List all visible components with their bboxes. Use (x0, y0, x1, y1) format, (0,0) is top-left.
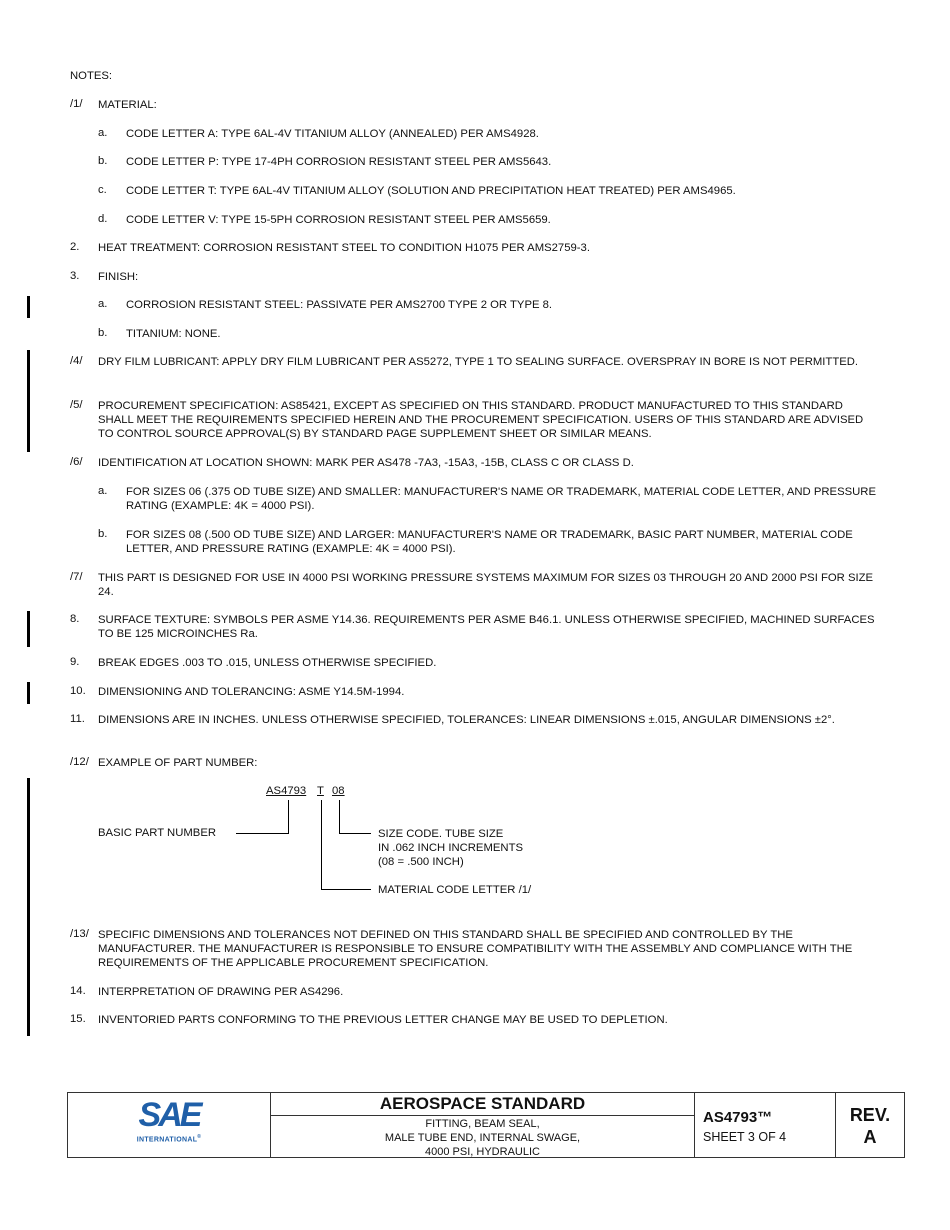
note-number: /5/ (70, 399, 83, 411)
leader-line (321, 889, 371, 890)
subnote-text: FOR SIZES 06 (.375 OD TUBE SIZE) AND SMALLER: MANUFACTURER'S NAME OR TRADEMARK, MATERIAL CODE LETTER, AND PRESSURE RATING (EXAMPLE: 4K = 4000 PSI). (126, 486, 876, 512)
revision-cell (836, 1093, 904, 1157)
part-description-line: FITTING, BEAM SEAL, (425, 1118, 540, 1130)
sae-logo-subtitle (68, 1134, 270, 1143)
subnote-text: CODE LETTER V: TYPE 15-5PH CORROSION RESISTANT STEEL PER AMS5659. (126, 214, 551, 226)
basic-part-number-value: AS4793 (266, 785, 307, 797)
note-number: 14. (70, 985, 86, 997)
leader-line (236, 833, 289, 834)
subnote-letter: b. (98, 327, 108, 339)
sae-logo (68, 1096, 270, 1144)
size-code-label-line: SIZE CODE. TUBE SIZE (378, 828, 504, 840)
size-code-value: 08 (332, 785, 345, 797)
logo-cell (68, 1093, 271, 1157)
leader-line (339, 800, 340, 834)
leader-line (321, 800, 322, 890)
note-text: DRY FILM LUBRICANT: APPLY DRY FILM LUBRICANT PER AS5272, TYPE 1 TO SEALING SURFACE. OVERSPRAY IN BORE IS NOT PERMITTED. (98, 356, 859, 368)
note-number: 2. (70, 241, 80, 253)
subnote-letter: d. (98, 213, 108, 225)
leader-line (339, 833, 371, 834)
note-text: BREAK EDGES .003 TO .015, UNLESS OTHERWISE SPECIFIED. (98, 657, 437, 669)
revision-change-bar (27, 350, 30, 452)
revision-change-bar (27, 682, 30, 704)
note-text: FINISH: (98, 271, 139, 283)
note-text: DIMENSIONS ARE IN INCHES. UNLESS OTHERWISE SPECIFIED, TOLERANCES: LINEAR DIMENSIONS ±.015, ANGULAR DIMENSIONS ±2°. (98, 714, 835, 726)
note-number: 11. (70, 713, 85, 725)
revision-change-bar (27, 778, 30, 1036)
revision-change-bar (27, 611, 30, 647)
note-text: PROCUREMENT SPECIFICATION: AS85421, EXCEPT AS SPECIFIED ON THIS STANDARD. PRODUCT MANUFACTURED TO THIS STANDARD SHALL MEET THE REQUIREMENTS SPECIFIED HEREIN AND THE PROCUREMENT SPECIFICATION. USERS OF THIS STANDARD ARE ADVISED TO CONTROL SOURCE APPROVAL(S) BY STANDARD PAGE SUPPLEMENT SHEET OR SIMILAR MEANS. (98, 400, 864, 440)
note-text: MATERIAL: (98, 99, 157, 111)
note-number: 3. (70, 270, 80, 282)
leader-line (288, 800, 289, 834)
note-text: INTERPRETATION OF DRAWING PER AS4296. (98, 986, 344, 998)
note-number: /12/ (70, 756, 89, 768)
sheet-number: SHEET 3 OF 4 (703, 1130, 787, 1144)
note-text: THIS PART IS DESIGNED FOR USE IN 4000 PSI WORKING PRESSURE SYSTEMS MAXIMUM FOR SIZES 03 THROUGH 20 AND 2000 PSI FOR SIZE 24. (98, 572, 874, 598)
note-text: IDENTIFICATION AT LOCATION SHOWN: MARK PER AS478 -7A3, -15A3, -15B, CLASS C OR CLASS D. (98, 457, 634, 469)
subnote-letter: a. (98, 485, 108, 497)
part-description-line: MALE TUBE END, INTERNAL SWAGE, (384, 1132, 581, 1144)
material-code-value: T (317, 785, 324, 797)
note-text: SPECIFIC DIMENSIONS AND TOLERANCES NOT DEFINED ON THIS STANDARD SHALL BE SPECIFIED AND CONTROLLED BY THE MANUFACTURER. THE MANUFACTURER IS RESPONSIBLE TO ENSURE COMPATIBILITY WITH THE ASSEMBLY AND COMPLIANCE WITH THE REQUIREMENTS OF THE APPLICABLE PROCUREMENT SPECIFICATION. (98, 929, 853, 969)
description-cell (271, 1093, 695, 1157)
document-number-cell (695, 1093, 836, 1157)
notes-heading: NOTES: (70, 70, 113, 82)
subnote-letter: a. (98, 298, 108, 310)
sae-logo-subtitle-text: INTERNATIONAL (136, 1136, 198, 1144)
subnote-letter: c. (98, 184, 107, 196)
note-number: 10. (70, 685, 86, 697)
subnote-letter: a. (98, 127, 108, 139)
subnote-text: CODE LETTER T: TYPE 6AL-4V TITANIUM ALLOY (SOLUTION AND PRECIPITATION HEAT TREATED) PER AMS4965. (126, 185, 736, 197)
note-number: /4/ (70, 355, 83, 367)
note-text: INVENTORIED PARTS CONFORMING TO THE PREVIOUS LETTER CHANGE MAY BE USED TO DEPLETION. (98, 1014, 668, 1026)
note-text: SURFACE TEXTURE: SYMBOLS PER ASME Y14.36. REQUIREMENTS PER ASME B46.1. UNLESS OTHERWISE SPECIFIED, MACHINED SURFACES TO BE 125 MICROINCHES Ra. (98, 614, 875, 640)
size-code-label-line: (08 = .500 INCH) (378, 856, 464, 868)
standard-type-title: AEROSPACE STANDARD (271, 1093, 694, 1116)
note-text: HEAT TREATMENT: CORROSION RESISTANT STEEL TO CONDITION H1075 PER AMS2759-3. (98, 242, 590, 254)
revision-change-bar (27, 296, 30, 318)
basic-part-number-label: BASIC PART NUMBER (98, 827, 217, 839)
note-number: 9. (70, 656, 80, 668)
subnote-text: TITANIUM: NONE. (126, 328, 221, 340)
size-code-label (378, 827, 523, 869)
revision-value: A (863, 1127, 877, 1147)
note-text: DIMENSIONING AND TOLERANCING: ASME Y14.5M-1994. (98, 686, 405, 698)
subnote-letter: b. (98, 155, 108, 167)
sae-logo-letters: SAE (138, 1096, 200, 1134)
note-number: /1/ (70, 98, 83, 110)
note-number: /13/ (70, 928, 89, 940)
subnote-text: CORROSION RESISTANT STEEL: PASSIVATE PER AMS2700 TYPE 2 OR TYPE 8. (126, 299, 553, 311)
note-number: 8. (70, 613, 80, 625)
revision-label: REV. (849, 1105, 891, 1125)
material-code-label: MATERIAL CODE LETTER /1/ (378, 884, 532, 896)
note-text: EXAMPLE OF PART NUMBER: (98, 757, 258, 769)
size-code-label-line: IN .062 INCH INCREMENTS (378, 842, 524, 854)
part-description (271, 1117, 694, 1159)
subnote-text: FOR SIZES 08 (.500 OD TUBE SIZE) AND LARGER: MANUFACTURER'S NAME OR TRADEMARK, BASIC PART NUMBER, MATERIAL CODE LETTER, AND PRESSURE RATING (EXAMPLE: 4K = 4000 PSI). (126, 529, 853, 555)
subnote-text: CODE LETTER A: TYPE 6AL-4V TITANIUM ALLOY (ANNEALED) PER AMS4928. (126, 128, 539, 140)
title-block (67, 1092, 905, 1158)
document-number: AS4793™ (703, 1109, 773, 1126)
note-number: /6/ (70, 456, 83, 468)
subnote-letter: b. (98, 528, 108, 540)
note-number: 15. (70, 1013, 86, 1025)
note-number: /7/ (70, 571, 83, 583)
part-description-line: 4000 PSI, HYDRAULIC (425, 1146, 540, 1158)
subnote-text: CODE LETTER P: TYPE 17-4PH CORROSION RESISTANT STEEL PER AMS5643. (126, 156, 552, 168)
registered-mark: ® (197, 1134, 202, 1140)
